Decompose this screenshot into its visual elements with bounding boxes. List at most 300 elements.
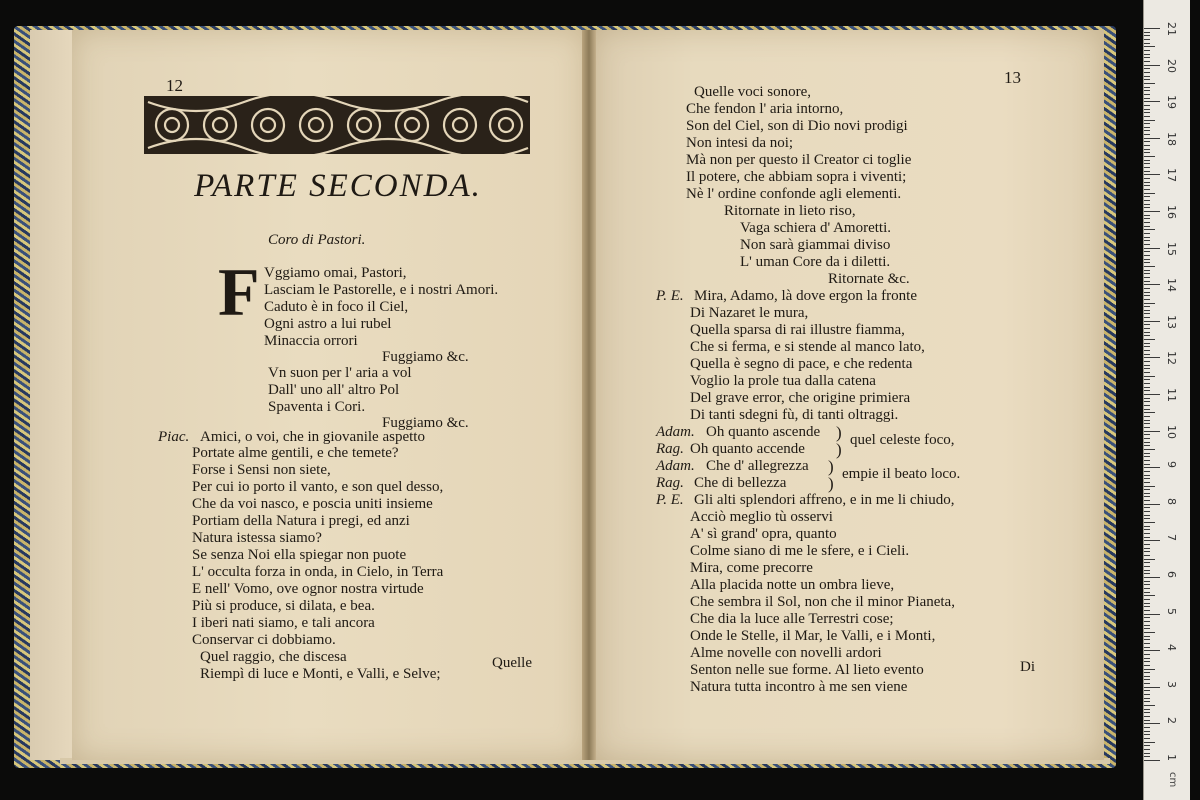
verse-line: Non sarà giammai diviso [740, 237, 891, 253]
ruler-minor-tick [1144, 277, 1150, 278]
verse-line: Che dia la luce alle Terrestri cose; [690, 611, 894, 627]
ruler-minor-tick [1144, 368, 1150, 369]
ruler-minor-tick [1144, 603, 1150, 604]
ruler-label: 16 [1165, 205, 1178, 219]
verse-line: I iberi nati siamo, e tali ancora [192, 615, 375, 631]
ruler-minor-tick [1144, 244, 1150, 245]
ruler-minor-tick [1144, 255, 1150, 256]
ruler-minor-tick [1144, 387, 1150, 388]
verse-line: Portiam della Natura i pregi, ed anzi [192, 513, 410, 529]
ruler-minor-tick [1144, 453, 1150, 454]
ruler-label: 7 [1165, 534, 1178, 542]
speaker-label: Rag. [656, 441, 684, 457]
ruler-label: 1 [1165, 754, 1178, 761]
verse-line: Gli alti splendori affreno, e in me li chiudo, [694, 492, 955, 508]
ruler-label: 19 [1165, 95, 1178, 110]
ruler-minor-tick [1144, 193, 1155, 194]
ruler-minor-tick [1144, 76, 1150, 77]
ruler-tick [1144, 28, 1160, 29]
ruler-minor-tick [1144, 683, 1150, 684]
ruler-minor-tick [1144, 475, 1150, 476]
refrain-line: Ritornate &c. [828, 271, 910, 287]
ruler-minor-tick [1144, 105, 1150, 106]
ruler-minor-tick [1144, 317, 1150, 318]
ruler-minor-tick [1144, 636, 1150, 637]
ruler-minor-tick [1144, 434, 1150, 435]
ruler-minor-tick [1144, 215, 1150, 216]
ruler-label: 18 [1165, 131, 1178, 146]
ruler-minor-tick [1144, 679, 1150, 680]
ruler-minor-tick [1144, 35, 1150, 36]
ruler-label: 12 [1165, 351, 1178, 366]
verse-line: Amici, o voi, che in giovanile aspetto [200, 429, 425, 445]
verse-line: Che fendon l' aria intorno, [686, 101, 844, 117]
refrain-line: Fuggiamo &c. [382, 349, 469, 365]
ruler-minor-tick [1144, 109, 1150, 110]
verse-line: Del grave error, che origine primiera [690, 390, 911, 406]
ruler-label: 15 [1165, 241, 1178, 256]
verse-line: Non intesi da noi; [686, 135, 794, 151]
verse-line: Che da voi nasco, e poscia uniti insieme [192, 496, 433, 512]
ruler-minor-tick [1144, 599, 1150, 600]
ruler-label: 14 [1165, 278, 1178, 293]
ruler-minor-tick [1144, 50, 1150, 51]
verse-line: Mira, Adamo, là dove ergon la fronte [694, 288, 917, 304]
verse-line: Riempì di luce e Monti, e Valli, e Selve; [200, 666, 441, 682]
ruler-minor-tick [1144, 343, 1150, 344]
ruler-minor-tick [1144, 712, 1150, 713]
ruler-minor-tick [1144, 581, 1150, 582]
ruler-minor-tick [1144, 134, 1150, 135]
ornamental-headpiece [144, 96, 530, 154]
ruler-minor-tick [1144, 379, 1150, 380]
speaker-label: Adam. [656, 458, 695, 474]
catchword: Di [1020, 659, 1035, 675]
ruler-minor-tick [1144, 398, 1150, 399]
verse-line: Mira, come precorre [690, 560, 813, 576]
verse-line: Quel raggio, che discesa [200, 649, 347, 665]
verse-line: Nè l' ordine confonde agli elementi. [686, 186, 902, 202]
ruler-minor-tick [1144, 672, 1150, 673]
ruler-label: 21 [1165, 22, 1178, 36]
ruler-minor-tick [1144, 471, 1150, 472]
ruler-minor-tick [1144, 445, 1150, 446]
ruler-minor-tick [1144, 43, 1150, 44]
ruler-minor-tick [1144, 222, 1150, 223]
drop-capital: F [218, 254, 260, 330]
ruler-label: 4 [1165, 644, 1178, 652]
ruler-minor-tick [1144, 449, 1155, 450]
ruler-minor-tick [1144, 709, 1150, 710]
ruler-tick [1144, 174, 1160, 175]
ruler-minor-tick [1144, 273, 1150, 274]
ruler-minor-tick [1144, 83, 1155, 84]
ruler-minor-tick [1144, 676, 1150, 677]
ruler-minor-tick [1144, 112, 1150, 113]
ruler-minor-tick [1144, 350, 1150, 351]
verse-line: Quella sparsa di rai illustre fiamma, [690, 322, 905, 338]
ruler-minor-tick [1144, 79, 1150, 80]
ruler-minor-tick [1144, 266, 1155, 267]
ruler-minor-tick [1144, 705, 1155, 706]
ruler-minor-tick [1144, 365, 1150, 366]
verse-line: Vggiamo omai, Pastori, [264, 265, 407, 281]
ruler-minor-tick [1144, 566, 1150, 567]
ruler-minor-tick [1144, 292, 1150, 293]
ruler-minor-tick [1144, 160, 1150, 161]
measurement-ruler [1143, 0, 1190, 800]
ruler-minor-tick [1144, 654, 1150, 655]
ruler-minor-tick [1144, 328, 1150, 329]
verse-line: Oh quanto accende [690, 441, 805, 457]
ruler-minor-tick [1144, 262, 1150, 263]
verse-line: Se senza Noi ella spiegar non puote [192, 547, 407, 563]
speaker-label: Adam. [656, 424, 695, 440]
catchword: Quelle [492, 655, 532, 671]
verse-line: Che di bellezza [694, 475, 787, 491]
ruler-minor-tick [1144, 588, 1150, 589]
right-page-number: 13 [1004, 68, 1021, 87]
ruler-minor-tick [1144, 647, 1150, 648]
ruler-minor-tick [1144, 123, 1150, 124]
ruler-label: 6 [1165, 571, 1178, 578]
ruler-minor-tick [1144, 324, 1150, 325]
ruler-unit: cm [1167, 772, 1178, 788]
ruler-tick [1144, 394, 1160, 395]
ruler-minor-tick [1144, 259, 1150, 260]
ruler-minor-tick [1144, 204, 1150, 205]
verse-line: Alla placida notte un ombra lieve, [690, 577, 895, 593]
ruler-minor-tick [1144, 661, 1150, 662]
ruler-minor-tick [1144, 127, 1150, 128]
verse-line: Mà non per questo il Creator ci toglie [686, 152, 912, 168]
ruler-minor-tick [1144, 570, 1150, 571]
ruler-minor-tick [1144, 270, 1150, 271]
ruler-minor-tick [1144, 332, 1150, 333]
brace-mark: ) [836, 440, 842, 459]
ruler-minor-tick [1144, 628, 1150, 629]
ruler-minor-tick [1144, 507, 1150, 508]
book-gutter [582, 30, 596, 760]
ruler-minor-tick [1144, 299, 1150, 300]
ruler-minor-tick [1144, 218, 1150, 219]
ruler-minor-tick [1144, 555, 1150, 556]
ruler-minor-tick [1144, 533, 1150, 534]
ruler-minor-tick [1144, 130, 1150, 131]
verse-line: Oh quanto ascende [706, 424, 821, 440]
ruler-minor-tick [1144, 416, 1150, 417]
ruler-tick [1144, 431, 1160, 432]
ruler-minor-tick [1144, 559, 1155, 560]
verse-line: Minaccia orrori [264, 333, 358, 349]
ruler-minor-tick [1144, 562, 1150, 563]
verse-line: Lasciam le Pastorelle, e i nostri Amori. [264, 282, 499, 298]
ruler-minor-tick [1144, 87, 1150, 88]
verse-line: E nell' Vomo, ove ognor nostra virtude [192, 581, 424, 597]
verse-line: Natura tutta incontro à me sen viene [690, 679, 908, 695]
verse-line: Che d' allegrezza [706, 458, 809, 474]
ruler-minor-tick [1144, 171, 1150, 172]
ruler-minor-tick [1144, 720, 1150, 721]
ruler-minor-tick [1144, 753, 1150, 754]
ruler-tick [1144, 248, 1160, 249]
verse-line: empie il beato loco. [842, 466, 961, 482]
ruler-label: 20 [1165, 58, 1178, 73]
verse-line: L' uman Core da i diletti. [740, 254, 891, 270]
ruler-minor-tick [1144, 489, 1150, 490]
ruler-label: 17 [1165, 168, 1178, 183]
ruler-minor-tick [1144, 156, 1155, 157]
ruler-minor-tick [1144, 240, 1150, 241]
ruler-tick [1144, 614, 1160, 615]
ruler-tick [1144, 687, 1160, 688]
ruler-minor-tick [1144, 149, 1150, 150]
ruler-minor-tick [1144, 196, 1150, 197]
ruler-minor-tick [1144, 482, 1150, 483]
ruler-minor-tick [1144, 592, 1150, 593]
ruler-minor-tick [1144, 486, 1155, 487]
ruler-minor-tick [1144, 182, 1150, 183]
ruler-minor-tick [1144, 548, 1150, 549]
verse-line: A' sì grand' opra, quanto [690, 526, 837, 542]
ruler-tick [1144, 650, 1160, 651]
ruler-minor-tick [1144, 478, 1150, 479]
ruler-minor-tick [1144, 39, 1150, 40]
ruler-tick [1144, 211, 1160, 212]
ruler-minor-tick [1144, 694, 1150, 695]
ruler-minor-tick [1144, 756, 1150, 757]
ruler-minor-tick [1144, 515, 1150, 516]
ruler-minor-tick [1144, 57, 1150, 58]
chorus-heading: Coro di Pastori. [268, 232, 366, 248]
ruler-minor-tick [1144, 339, 1155, 340]
ruler-minor-tick [1144, 116, 1150, 117]
ruler-minor-tick [1144, 526, 1150, 527]
ruler-minor-tick [1144, 427, 1150, 428]
ruler-minor-tick [1144, 335, 1150, 336]
ruler-minor-tick [1144, 742, 1155, 743]
ruler-label: 3 [1165, 680, 1178, 688]
ruler-tick [1144, 284, 1160, 285]
verse-line: Il potere, che abbiam sopra i viventi; [686, 169, 907, 185]
verse-line: Spaventa i Cori. [268, 399, 366, 415]
ruler-minor-tick [1144, 303, 1155, 304]
ruler-minor-tick [1144, 237, 1150, 238]
ruler-minor-tick [1144, 617, 1150, 618]
verse-line: Colme siano di me le sfere, e i Cieli. [690, 543, 910, 559]
ruler-minor-tick [1144, 313, 1150, 314]
speaker-label: Rag. [656, 475, 684, 491]
ruler-label: 13 [1165, 314, 1178, 329]
ruler-minor-tick [1144, 632, 1155, 633]
brace-mark: ) [828, 474, 834, 493]
ruler-tick [1144, 504, 1160, 505]
verse-line: Acciò meglio tù osservi [690, 509, 833, 525]
ruler-minor-tick [1144, 496, 1150, 497]
ruler-minor-tick [1144, 625, 1150, 626]
ruler-minor-tick [1144, 621, 1150, 622]
verse-line: Più si produce, si dilata, e bea. [192, 598, 375, 614]
ruler-label: 8 [1165, 497, 1178, 505]
ruler-minor-tick [1144, 460, 1150, 461]
brace-mark: ) [828, 457, 834, 476]
ruler-minor-tick [1144, 511, 1150, 512]
ruler-minor-tick [1144, 46, 1155, 47]
verse-line: Di Nazaret le mura, [690, 305, 809, 321]
verse-line: Son del Ciel, son di Dio novi prodigi [686, 118, 908, 134]
ruler-minor-tick [1144, 167, 1150, 168]
ruler-minor-tick [1144, 665, 1150, 666]
verse-line: Onde le Stelle, il Mar, le Valli, e i Monti, [690, 628, 936, 644]
ruler-minor-tick [1144, 493, 1150, 494]
ruler-minor-tick [1144, 522, 1155, 523]
ruler-minor-tick [1144, 643, 1150, 644]
verse-line: Quella è segno di pace, e che redenta [690, 356, 913, 372]
verse-line: Conservar ci dobbiamo. [192, 632, 336, 648]
ruler-minor-tick [1144, 438, 1150, 439]
ruler-tick [1144, 65, 1160, 66]
ruler-minor-tick [1144, 145, 1150, 146]
verse-line: Quelle voci sonore, [694, 84, 812, 100]
ruler-tick [1144, 321, 1160, 322]
ruler-label: 11 [1165, 388, 1178, 402]
ruler-minor-tick [1144, 68, 1150, 69]
ruler-label: 2 [1165, 717, 1178, 725]
ruler-minor-tick [1144, 551, 1150, 552]
ruler-minor-tick [1144, 518, 1150, 519]
ruler-minor-tick [1144, 745, 1150, 746]
ruler-tick [1144, 540, 1160, 541]
ruler-minor-tick [1144, 372, 1150, 373]
ruler-minor-tick [1144, 141, 1150, 142]
ruler-minor-tick [1144, 288, 1150, 289]
ruler-minor-tick [1144, 420, 1150, 421]
ruler-minor-tick [1144, 251, 1150, 252]
ruler-minor-tick [1144, 573, 1150, 574]
verse-line: Ritornate in lieto riso, [724, 203, 856, 219]
ruler-minor-tick [1144, 412, 1155, 413]
verse-line: Vaga schiera d' Amoretti. [740, 220, 891, 236]
ruler-tick [1144, 138, 1160, 139]
ruler-label: 9 [1165, 461, 1178, 469]
ruler-minor-tick [1144, 669, 1155, 670]
verse-line: Forse i Sensi non siete, [192, 462, 331, 478]
ruler-minor-tick [1144, 701, 1150, 702]
ruler-minor-tick [1144, 376, 1155, 377]
ruler-label: 5 [1165, 607, 1178, 615]
refrain-line: Fuggiamo &c. [382, 415, 469, 431]
ruler-minor-tick [1144, 94, 1150, 95]
ruler-minor-tick [1144, 226, 1150, 227]
ruler-minor-tick [1144, 200, 1150, 201]
verse-line: Che si ferma, e si stende al manco lato, [690, 339, 925, 355]
verse-line: Alme novelle con novelli ardori [690, 645, 882, 661]
ruler-minor-tick [1144, 405, 1150, 406]
ruler-minor-tick [1144, 423, 1150, 424]
ruler-minor-tick [1144, 731, 1150, 732]
ruler-tick [1144, 760, 1160, 761]
ruler-minor-tick [1144, 233, 1150, 234]
verse-line: Vn suon per l' aria a vol [268, 365, 412, 381]
verse-line: Caduto è in foco il Ciel, [264, 299, 409, 315]
ruler-minor-tick [1144, 295, 1150, 296]
speaker-label: P. E. [656, 492, 684, 508]
ruler-minor-tick [1144, 61, 1150, 62]
ruler-minor-tick [1144, 361, 1150, 362]
ruler-minor-tick [1144, 281, 1150, 282]
ruler-minor-tick [1144, 738, 1150, 739]
ruler-minor-tick [1144, 500, 1150, 501]
ruler-minor-tick [1144, 610, 1150, 611]
ruler-minor-tick [1144, 152, 1150, 153]
speaker-label: P. E. [656, 288, 684, 304]
verse-line: Di tanti sdegni fù, di tanti oltraggi. [690, 407, 899, 423]
ruler-minor-tick [1144, 163, 1150, 164]
brace-mark: ) [836, 423, 842, 442]
ruler-minor-tick [1144, 189, 1150, 190]
ruler-minor-tick [1144, 690, 1150, 691]
ruler-minor-tick [1144, 595, 1155, 596]
ruler-minor-tick [1144, 185, 1150, 186]
ruler-minor-tick [1144, 698, 1150, 699]
verse-line: Senton nelle sue forme. Al lieto evento [690, 662, 924, 678]
ruler-minor-tick [1144, 310, 1150, 311]
ruler-tick [1144, 467, 1160, 468]
ruler-minor-tick [1144, 306, 1150, 307]
ruler-minor-tick [1144, 401, 1150, 402]
ruler-minor-tick [1144, 456, 1150, 457]
ruler-tick [1144, 101, 1160, 102]
ruler-minor-tick [1144, 464, 1150, 465]
ruler-minor-tick [1144, 346, 1150, 347]
verse-line: Ogni astro a lui rubel [264, 316, 392, 332]
ruler-minor-tick [1144, 749, 1150, 750]
ruler-label: 10 [1165, 424, 1178, 439]
ruler-minor-tick [1144, 409, 1150, 410]
ruler-minor-tick [1144, 54, 1150, 55]
ruler-tick [1144, 357, 1160, 358]
verse-line: Voglio la prole tua dalla catena [690, 373, 876, 389]
ruler-minor-tick [1144, 544, 1150, 545]
speaker-label: Piac. [158, 429, 190, 445]
ruler-tick [1144, 723, 1160, 724]
ruler-minor-tick [1144, 229, 1155, 230]
verse-line: quel celeste foco, [850, 432, 955, 448]
ruler-tick [1144, 577, 1160, 578]
ruler-minor-tick [1144, 32, 1150, 33]
ruler-minor-tick [1144, 734, 1150, 735]
ruler-minor-tick [1144, 120, 1155, 121]
ruler-minor-tick [1144, 72, 1150, 73]
ruler-minor-tick [1144, 658, 1150, 659]
ruler-minor-tick [1144, 584, 1150, 585]
ruler-minor-tick [1144, 354, 1150, 355]
verse-line: Per cui io porto il vanto, e son quel desso, [192, 479, 444, 495]
ruler-minor-tick [1144, 178, 1150, 179]
flyleaf-edge [30, 30, 74, 760]
ruler-minor-tick [1144, 716, 1150, 717]
ruler-minor-tick [1144, 207, 1150, 208]
verse-line: Portate alme gentili, e che temete? [192, 445, 399, 461]
ruler-minor-tick [1144, 383, 1150, 384]
verse-line: Dall' uno all' altro Pol [268, 382, 400, 398]
section-title: PARTE SECONDA. [194, 168, 482, 204]
ruler-minor-tick [1144, 90, 1150, 91]
ruler-minor-tick [1144, 639, 1150, 640]
left-page-number: 12 [166, 76, 183, 95]
ruler-minor-tick [1144, 98, 1150, 99]
ruler-minor-tick [1144, 442, 1150, 443]
